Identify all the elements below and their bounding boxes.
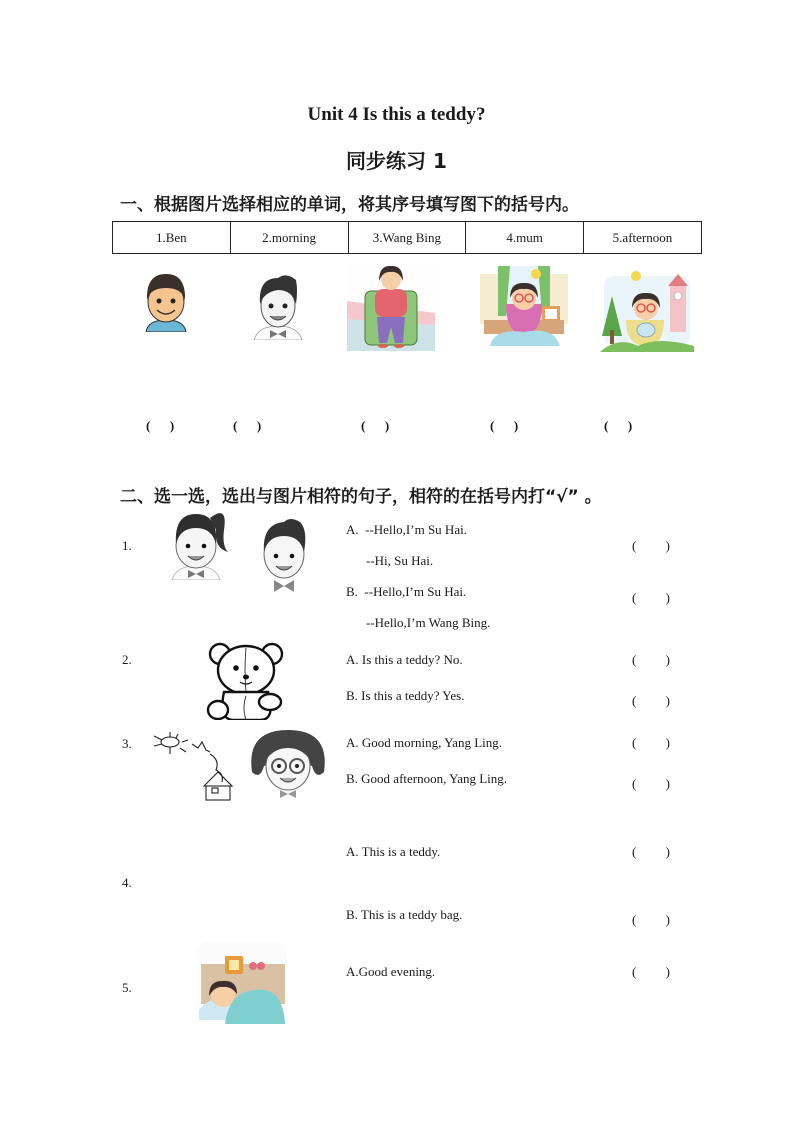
answer-blank[interactable]: ( )	[632, 538, 670, 553]
answer-blank[interactable]: ( )	[632, 844, 670, 859]
section1-heading: 一、根据图片选择相应的单词，将其序号填写图下的括号内。	[120, 195, 579, 215]
answer-blank[interactable]: ( )	[361, 418, 390, 433]
option-b: B. Good afternoon, Yang Ling.	[346, 771, 508, 786]
option-a: A. --Hello,I’m Su Hai.	[346, 522, 467, 537]
teddy-bear-icon	[204, 640, 288, 720]
section2-heading: 二、选一选，选出与图片相符的句子，相符的在括号内打“√” 。	[120, 487, 602, 507]
answer-blank[interactable]: ( )	[490, 418, 519, 433]
answer-blank[interactable]: ( )	[146, 418, 175, 433]
word-cell: 3.Wang Bing	[348, 222, 466, 254]
girl-yang-ling-icon	[246, 726, 330, 800]
question-number: 4.	[122, 875, 132, 890]
question-number: 2.	[122, 652, 132, 667]
option-b: B. --Hello,I’m Su Hai.	[346, 584, 467, 599]
option-a-line2: --Hi, Su Hai.	[366, 553, 434, 568]
answer-blank[interactable]: ( )	[632, 776, 670, 791]
word-cell: 2.morning	[230, 222, 348, 254]
word-cell: 4.mum	[466, 222, 584, 254]
answer-blank[interactable]: ( )	[632, 693, 670, 708]
girl-afternoon-icon	[598, 266, 696, 352]
word-cell: 5.afternoon	[583, 222, 701, 254]
option-b-line2: --Hello,I’m Wang Bing.	[366, 615, 491, 630]
boy-ben-icon	[142, 270, 190, 332]
question-number: 3.	[122, 736, 132, 751]
answer-blank[interactable]: ( )	[632, 590, 670, 605]
page-subtitle: 同步练习 1	[346, 149, 447, 173]
option-b: B. Is this a teddy? Yes.	[346, 688, 465, 703]
answer-blank[interactable]: ( )	[632, 912, 670, 927]
girl-waking-morning-icon	[480, 264, 568, 346]
answer-blank[interactable]: ( )	[632, 652, 670, 667]
boy-wang-bing-icon	[250, 270, 306, 340]
boy-wang-bing-icon	[258, 516, 310, 592]
girl-sleeping-evening-icon	[195, 940, 289, 1024]
answer-blank[interactable]: ( )	[632, 964, 670, 979]
word-cell: 1.Ben	[113, 222, 231, 254]
question-number: 5.	[122, 980, 132, 995]
word-table	[112, 221, 702, 254]
answer-blank[interactable]: ( )	[632, 735, 670, 750]
mum-in-chair-icon	[347, 263, 435, 351]
sun-house-sketch-icon	[150, 730, 240, 802]
option-a: A.Good evening.	[346, 964, 436, 979]
answer-blank[interactable]: ( )	[233, 418, 262, 433]
girl-su-hai-icon	[166, 500, 232, 580]
option-a: A. Is this a teddy? No.	[346, 652, 463, 667]
question-number: 1.	[122, 538, 132, 553]
option-a: A. Good morning, Yang Ling.	[346, 735, 503, 750]
option-b: B. This is a teddy bag.	[346, 907, 463, 922]
answer-blank[interactable]: ( )	[604, 418, 633, 433]
option-a: A. This is a teddy.	[346, 844, 441, 859]
page-title: Unit 4 Is this a teddy?	[307, 104, 486, 125]
